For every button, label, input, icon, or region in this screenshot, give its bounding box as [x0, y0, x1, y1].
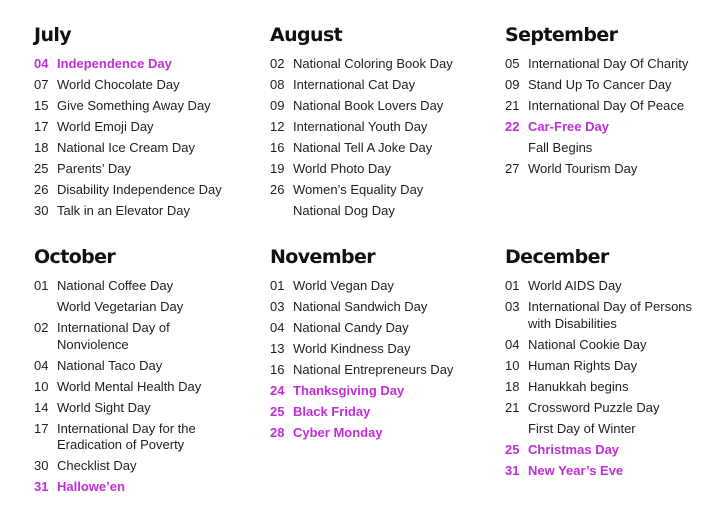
list-item — [34, 299, 244, 316]
month-title: September — [505, 24, 618, 46]
event-name: Parents’ Day — [57, 161, 131, 176]
list-item — [505, 358, 715, 375]
month-august — [270, 24, 480, 224]
event-day: 28 — [270, 425, 285, 440]
list-item — [270, 383, 480, 400]
event-name: National Entrepreneurs Day — [293, 362, 454, 377]
list-item — [505, 379, 715, 396]
event-name: Car-Free Day — [528, 119, 609, 134]
event-list — [505, 56, 715, 178]
event-name: International Day for the Eradication of Poverty — [57, 420, 196, 452]
event-day: 26 — [34, 182, 49, 197]
event-name: International Day of Persons with Disabilities — [528, 299, 693, 331]
list-item — [270, 341, 480, 358]
event-day: 03 — [270, 299, 285, 314]
list-item — [270, 299, 480, 316]
event-name: First Day of Winter — [528, 420, 636, 436]
event-name: International Cat Day — [293, 77, 416, 92]
list-item — [505, 98, 715, 115]
list-item — [34, 379, 244, 396]
event-day: 05 — [505, 56, 520, 71]
event-list — [505, 278, 715, 479]
event-list — [270, 278, 480, 442]
list-item — [505, 299, 715, 332]
event-name: Fall Begins — [528, 140, 593, 155]
event-day: 25 — [270, 404, 285, 419]
month-october — [34, 246, 244, 500]
event-day: 25 — [34, 161, 49, 176]
event-day: 16 — [270, 362, 285, 377]
event-day: 10 — [34, 378, 49, 394]
month-july — [34, 24, 244, 224]
list-item — [270, 161, 480, 178]
list-item — [505, 421, 715, 438]
event-name: Checklist Day — [57, 458, 137, 473]
event-name: World Photo Day — [293, 161, 392, 176]
event-day: 04 — [270, 320, 285, 335]
event-name: Disability Independence Day — [57, 182, 222, 197]
event-name: International Day Of Charity — [528, 56, 689, 71]
list-item — [270, 140, 480, 157]
event-day: 17 — [34, 420, 49, 436]
event-day: 31 — [505, 462, 520, 478]
event-name: World Mental Health Day — [57, 378, 202, 394]
event-name: National Dog Day — [293, 203, 395, 218]
event-day: 22 — [505, 119, 520, 134]
list-item — [34, 140, 244, 157]
event-list — [34, 56, 244, 220]
event-name: World Kindness Day — [293, 341, 411, 356]
list-item — [34, 182, 244, 199]
list-item — [270, 404, 480, 421]
list-item — [34, 358, 244, 375]
event-day: 12 — [270, 119, 285, 134]
list-item — [34, 203, 244, 220]
list-item — [34, 98, 244, 115]
list-item — [505, 442, 715, 459]
list-item — [270, 320, 480, 337]
event-day: 30 — [34, 458, 49, 473]
event-name: New Year’s Eve — [528, 462, 624, 478]
event-name: Stand Up To Cancer Day — [528, 77, 672, 92]
list-item — [34, 161, 244, 178]
event-name: National Taco Day — [57, 357, 163, 373]
list-item — [505, 140, 715, 157]
event-day: 21 — [505, 399, 520, 415]
event-day: 03 — [505, 299, 520, 314]
event-name: Cyber Monday — [293, 425, 383, 440]
list-item — [270, 182, 480, 199]
month-november — [270, 246, 480, 446]
event-name: National Tell A Joke Day — [293, 140, 433, 155]
event-day: 09 — [270, 98, 285, 113]
list-item — [505, 278, 715, 295]
list-item — [270, 119, 480, 136]
month-title: October — [34, 246, 116, 268]
event-name: International Day of Nonviolence — [57, 320, 170, 352]
event-day: 01 — [34, 278, 49, 293]
event-day: 18 — [34, 140, 49, 155]
event-name: International Youth Day — [293, 119, 428, 134]
event-name: Talk in an Elevator Day — [57, 203, 190, 218]
event-list — [270, 56, 480, 220]
event-list — [34, 278, 244, 496]
event-day: 09 — [505, 77, 520, 92]
list-item — [34, 119, 244, 136]
list-item — [34, 320, 244, 353]
event-name: World Tourism Day — [528, 161, 638, 176]
list-item — [270, 278, 480, 295]
event-name: World AIDS Day — [528, 278, 622, 293]
list-item — [270, 203, 480, 220]
event-day: 13 — [270, 341, 285, 356]
list-item — [270, 56, 480, 73]
event-day: 08 — [270, 77, 285, 92]
list-item — [505, 463, 715, 480]
event-day: 18 — [505, 378, 520, 394]
event-name: World Chocolate Day — [57, 77, 180, 92]
event-name: Give Something Away Day — [57, 98, 211, 113]
list-item — [505, 56, 715, 73]
event-day: 14 — [34, 399, 49, 415]
event-day: 16 — [270, 140, 285, 155]
event-day: 30 — [34, 203, 49, 218]
event-name: National Coffee Day — [57, 278, 174, 293]
event-day: 26 — [270, 182, 285, 197]
event-name: National Candy Day — [293, 320, 409, 335]
event-day: 27 — [505, 161, 520, 176]
list-item — [34, 56, 244, 73]
event-name: National Coloring Book Day — [293, 56, 453, 71]
event-day: 04 — [34, 357, 49, 373]
event-day: 24 — [270, 383, 285, 398]
event-day: 17 — [34, 119, 49, 134]
event-day: 25 — [505, 441, 520, 457]
event-name: Christmas Day — [528, 441, 620, 457]
event-name: Women’s Equality Day — [293, 182, 424, 197]
list-item — [270, 77, 480, 94]
list-item — [34, 278, 244, 295]
month-title: July — [34, 24, 72, 46]
event-name: National Sandwich Day — [293, 299, 428, 314]
event-day: 10 — [505, 357, 520, 373]
event-day: 01 — [270, 278, 285, 293]
event-name: World Vegetarian Day — [57, 299, 184, 314]
event-name: National Cookie Day — [528, 336, 647, 352]
event-name: World Emoji Day — [57, 119, 154, 134]
list-item — [505, 400, 715, 417]
event-day: 01 — [505, 278, 520, 293]
list-item — [34, 458, 244, 475]
event-name: World Vegan Day — [293, 278, 394, 293]
list-item — [34, 77, 244, 94]
event-name: World Sight Day — [57, 399, 151, 415]
month-title: November — [270, 246, 376, 268]
event-day: 04 — [505, 336, 520, 352]
event-name: Black Friday — [293, 404, 371, 419]
event-day: 21 — [505, 98, 520, 113]
month-title: August — [270, 24, 343, 46]
list-item — [270, 98, 480, 115]
event-name: National Book Lovers Day — [293, 98, 444, 113]
event-day: 02 — [34, 320, 49, 335]
event-day: 04 — [34, 56, 49, 71]
list-item — [505, 337, 715, 354]
event-name: Crossword Puzzle Day — [528, 399, 660, 415]
event-name: Independence Day — [57, 56, 172, 71]
event-name: Human Rights Day — [528, 357, 638, 373]
list-item — [505, 161, 715, 178]
event-name: National Ice Cream Day — [57, 140, 195, 155]
list-item — [505, 119, 715, 136]
event-name: Hallowe’en — [57, 479, 125, 494]
event-name: Thanksgiving Day — [293, 383, 405, 398]
list-item — [34, 479, 244, 496]
list-item — [34, 421, 244, 454]
event-day: 31 — [34, 479, 49, 494]
list-item — [505, 77, 715, 94]
event-name: Hanukkah begins — [528, 378, 629, 394]
event-day: 15 — [34, 98, 49, 113]
month-september — [505, 24, 715, 182]
event-day: 02 — [270, 56, 285, 71]
list-item — [270, 362, 480, 379]
month-december — [505, 246, 715, 484]
event-name: International Day Of Peace — [528, 98, 685, 113]
event-day: 07 — [34, 77, 49, 92]
list-item — [34, 400, 244, 417]
month-title: December — [505, 246, 609, 268]
event-day: 19 — [270, 161, 285, 176]
list-item — [270, 425, 480, 442]
